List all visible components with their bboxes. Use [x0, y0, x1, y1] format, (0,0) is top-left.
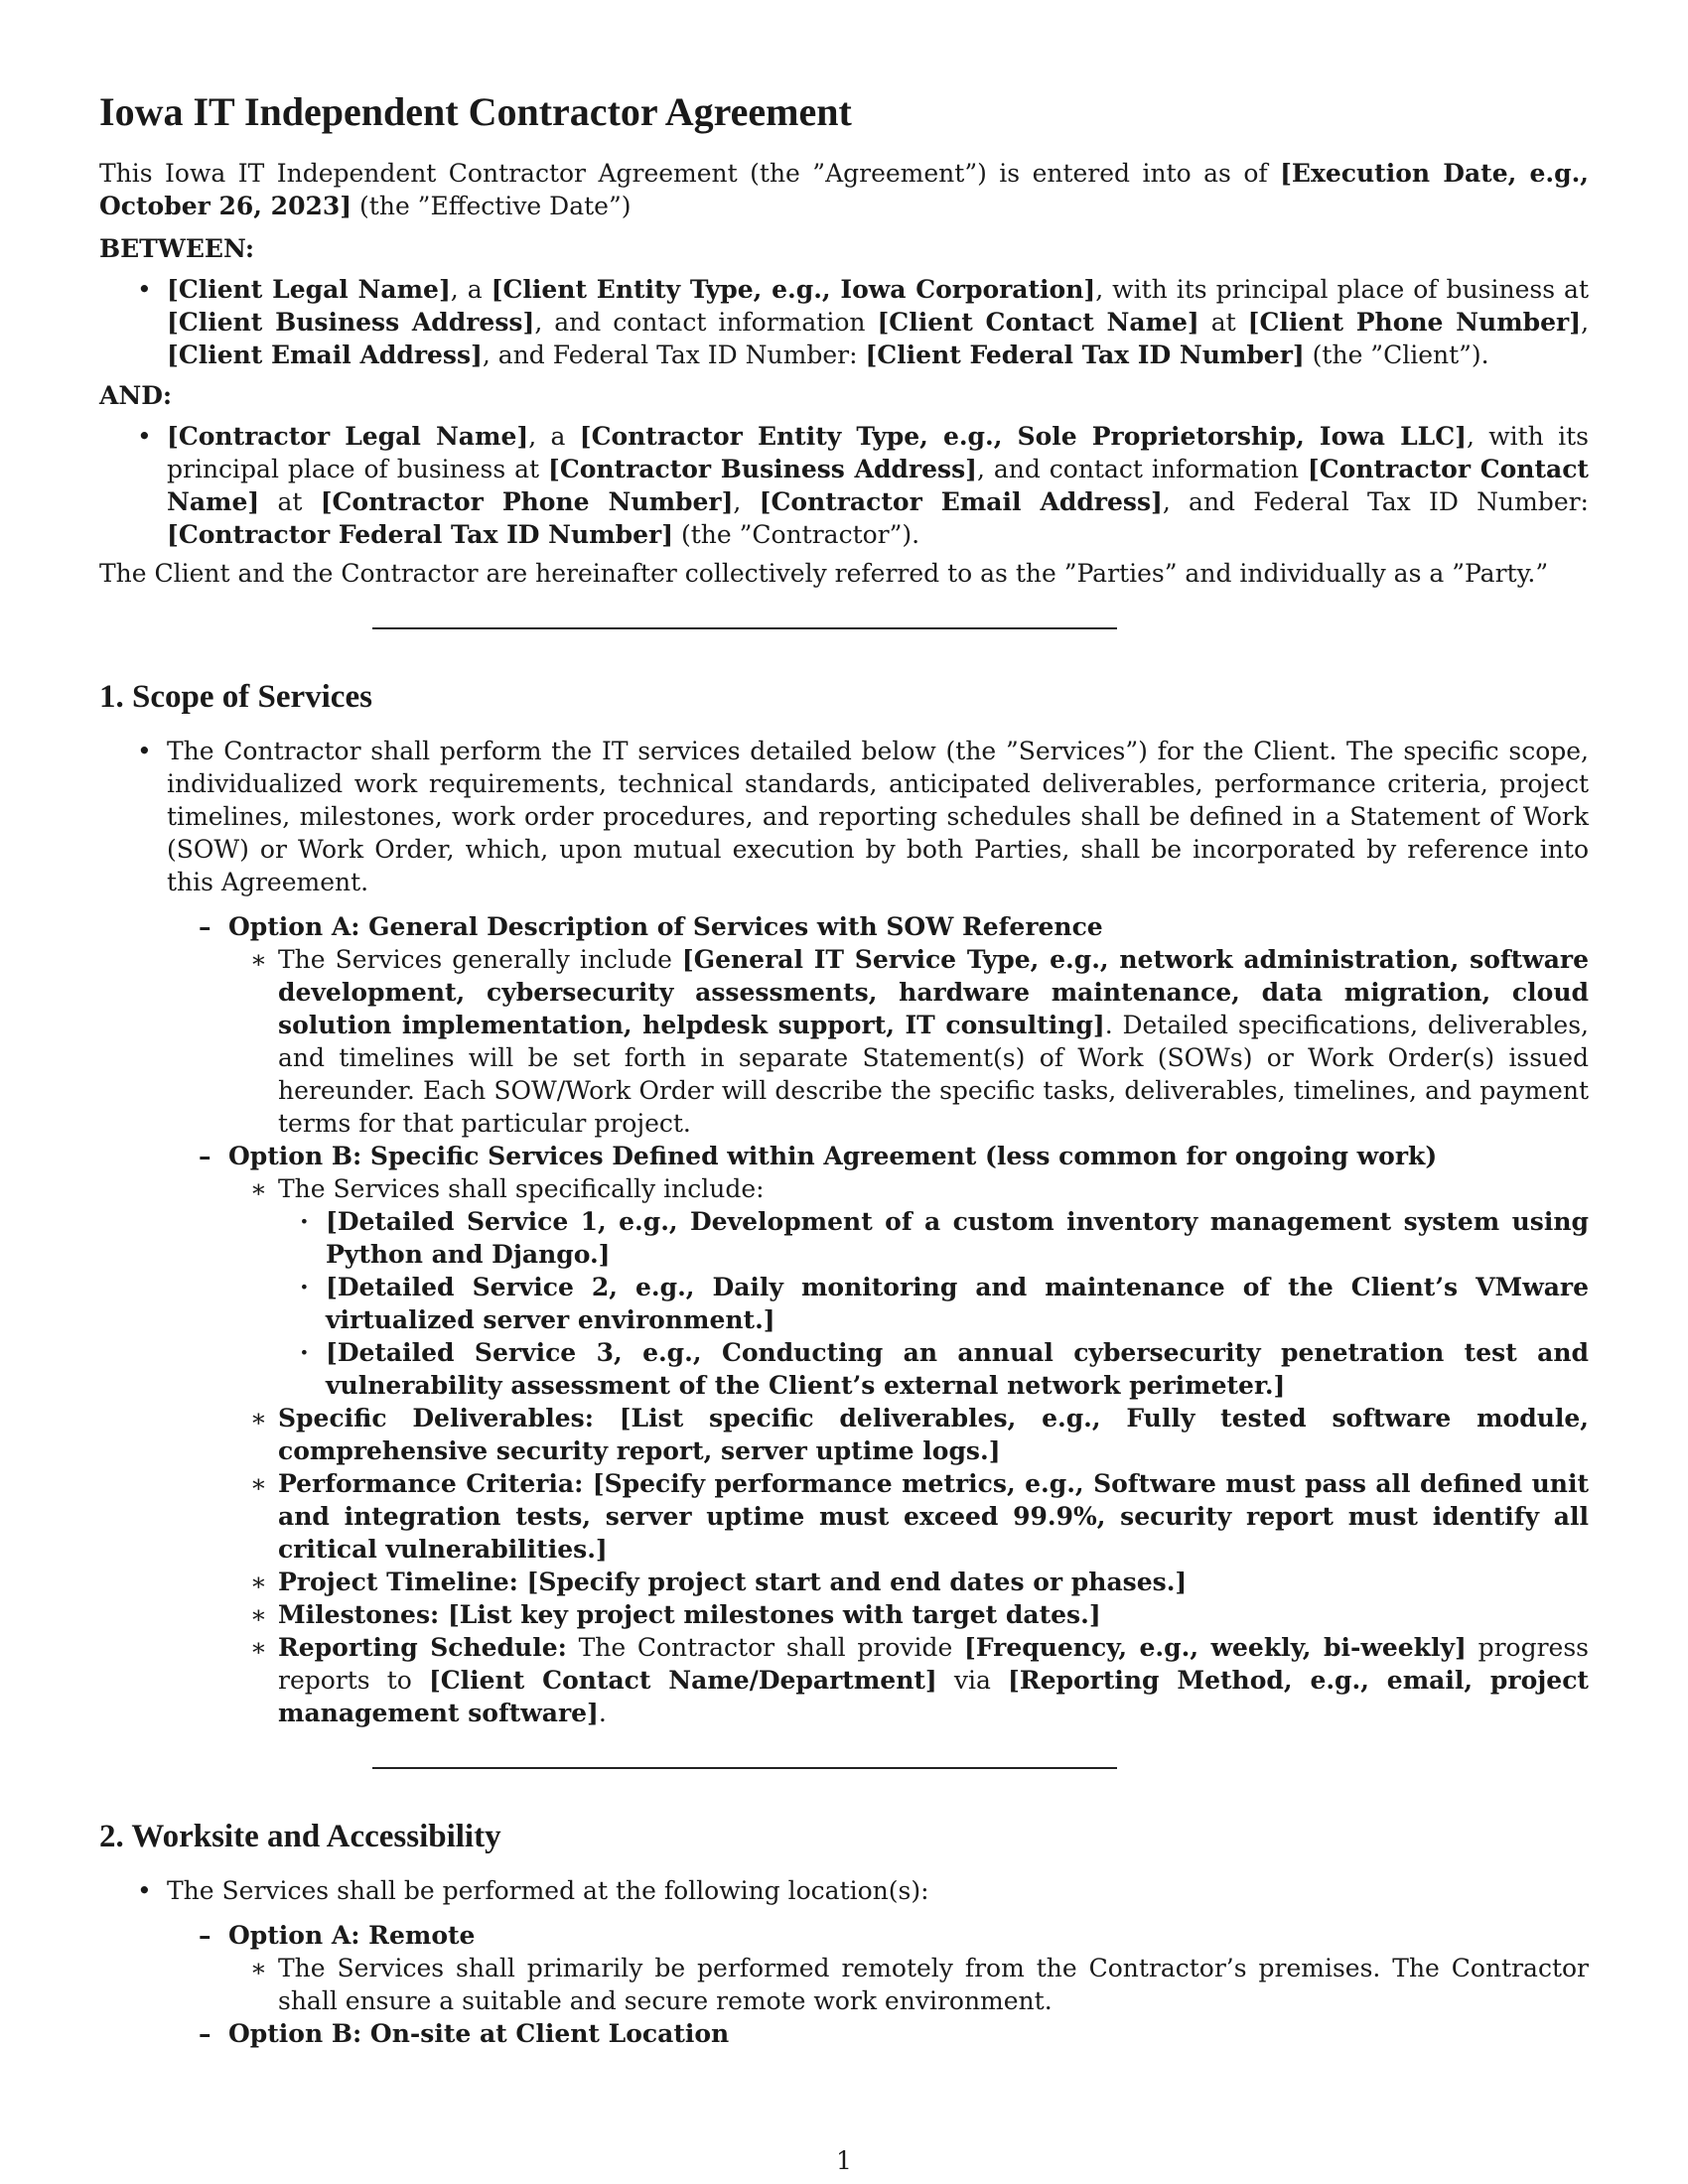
text: , and contact information [976, 455, 1308, 483]
section-1-item [99, 735, 1589, 1729]
reporting-schedule [228, 1631, 1589, 1729]
worksite-options [167, 1919, 1589, 2050]
text: Milestones: [List key project milestones with target dates.] [278, 1600, 1101, 1629]
parties-paragraph: The Client and the Contractor are hereinafter collectively referred to as the ”Parties” and individually as a ”Party.” [99, 559, 1549, 588]
section-2-list [99, 1874, 1589, 2050]
text: Project Timeline: [Specify project start and end dates or phases.] [278, 1568, 1188, 1596]
option-a-text [228, 943, 1589, 1140]
section-divider [372, 1767, 1117, 1769]
placeholder: [Client Phone Number] [1247, 308, 1582, 337]
placeholder: [Reporting Method, e.g., email, project management software] [278, 1666, 1589, 1727]
option-a-label: Option A: Remote [228, 1921, 476, 1950]
services-include [228, 1172, 1589, 1402]
text: , and Federal Tax ID Number: [482, 341, 866, 369]
placeholder: [Detailed Service 2, e.g., Daily monitoring and maintenance of the Client’s VMware virtualized server environment.] [326, 1273, 1589, 1334]
option-a [167, 910, 1589, 1140]
option-b [167, 1140, 1589, 1729]
performance-criteria [228, 1467, 1589, 1566]
project-timeline [228, 1566, 1589, 1598]
contractor-list [99, 420, 1589, 551]
text: The Services shall specifically include: [278, 1174, 765, 1203]
detailed-service [278, 1205, 1589, 1271]
text: , a [450, 275, 492, 304]
detailed-service [278, 1271, 1589, 1336]
milestones [228, 1598, 1589, 1631]
detailed-service [278, 1336, 1589, 1402]
worksite-option-a [167, 1919, 1589, 2017]
execution-date-placeholder: [Execution Date, e.g., October 26, 2023] [99, 159, 1590, 220]
placeholder: [Client Business Address] [167, 308, 535, 337]
placeholder: [Detailed Service 3, e.g., Conducting an annual cybersecurity penetration test and vulnerability assessment of the Client’s external network perimeter.] [326, 1338, 1589, 1400]
option-b-label: Option B: Specific Services Defined within Agreement (less common for ongoing work) [228, 1142, 1438, 1170]
text: at [1198, 308, 1248, 337]
placeholder: [Client Email Address] [167, 341, 483, 369]
section-2-item [99, 1874, 1589, 2050]
placeholder: [Contractor Contact Name] [167, 455, 1589, 516]
placeholder: [Client Contact Name] [877, 308, 1199, 337]
text: . [598, 1699, 607, 1727]
placeholder: [Contractor Phone Number] [320, 487, 734, 516]
text: The Contractor shall provide [566, 1633, 965, 1662]
text: (the ”Client”). [1304, 341, 1489, 369]
text: Performance Criteria: [Specify performance metrics, e.g., Software must pass all defined unit and integration tests, server uptime must exceed 99.9%, security report must identify all critical vulnerabilities.] [278, 1469, 1589, 1564]
text: The Services shall primarily be performed remotely from the Contractor’s premises. The Contractor shall ensure a suitable and secure remote work environment. [278, 1954, 1589, 2015]
between-label: BETWEEN: [99, 234, 255, 263]
section-1-heading: 1. Scope of Services [99, 679, 372, 715]
option-a-label: Option A: General Description of Services with SOW Reference [228, 912, 1103, 941]
page-number: 1 [836, 2146, 852, 2175]
placeholder: [Client Contact Name/Department] [428, 1666, 937, 1695]
section-1-list [99, 735, 1589, 1729]
text: (the ”Contractor”). [673, 520, 920, 549]
section-divider [372, 627, 1117, 629]
text: , and contact information [534, 308, 878, 337]
text: , [733, 487, 760, 516]
remote-text [228, 1952, 1589, 2017]
text: . Detailed specifications, deliverables, and timelines will be set forth in separate Statement(s) of Work (SOWs) or Work Order(s) issued hereunder. Each SOW/Work Order will describe the specific tasks, deliverables, timelines, and payment terms for that particular project. [278, 1011, 1589, 1138]
placeholder: [Contractor Entity Type, e.g., Sole Proprietorship, Iowa LLC] [579, 422, 1467, 451]
placeholder: [Detailed Service 1, e.g., Development of a custom inventory management system using Python and Django.] [326, 1207, 1589, 1269]
placeholder: [Client Entity Type, e.g., Iowa Corporation] [491, 275, 1096, 304]
detailed-services-list [278, 1205, 1589, 1402]
placeholder: [Client Federal Tax ID Number] [865, 341, 1305, 369]
placeholder: [Contractor Federal Tax ID Number] [167, 520, 674, 549]
document-title: Iowa IT Independent Contractor Agreement [99, 89, 852, 134]
placeholder: [Frequency, e.g., weekly, bi-weekly] [964, 1633, 1467, 1662]
text: , [1581, 308, 1590, 337]
contractor-details [99, 420, 1589, 551]
client-details [99, 273, 1589, 371]
scope-options [167, 910, 1589, 1729]
worksite-intro: The Services shall be performed at the following location(s): [167, 1876, 929, 1905]
intro-text: This Iowa IT Independent Contractor Agreement (the ”Agreement”) is entered into as of [99, 159, 1281, 188]
placeholder: [General IT Service Type, e.g., network administration, software development, cybersecurity assessments, hardware maintenance, data migration, cloud solution implementation, helpdesk support, IT consulting] [278, 945, 1589, 1039]
placeholder: [Contractor Legal Name] [167, 422, 529, 451]
text: , with its principal place of business at [167, 422, 1589, 483]
placeholder: [Contractor Email Address] [759, 487, 1163, 516]
worksite-option-b [167, 2017, 1589, 2050]
text: , a [528, 422, 580, 451]
text: Specific Deliverables: [List specific deliverables, e.g., Fully tested software module, comprehensive security report, server uptime logs.] [278, 1404, 1589, 1465]
text: The Services generally include [278, 945, 682, 974]
placeholder: [Contractor Business Address] [547, 455, 977, 483]
text: , and Federal Tax ID Number: [1162, 487, 1589, 516]
section-2-heading: 2. Worksite and Accessibility [99, 1819, 501, 1854]
intro-paragraph [99, 157, 1589, 222]
option-a-list [228, 943, 1589, 1140]
document-page [99, 87, 1589, 2056]
worksite-option-a-list [228, 1952, 1589, 2017]
specific-deliverables [228, 1402, 1589, 1467]
text: , with its principal place of business at [1095, 275, 1590, 304]
intro-text: (the ”Effective Date”) [352, 192, 632, 220]
text: at [259, 487, 321, 516]
option-b-list [228, 1172, 1589, 1729]
placeholder: Reporting Schedule: [278, 1633, 567, 1662]
option-b-label: Option B: On-site at Client Location [228, 2019, 730, 2048]
scope-intro: The Contractor shall perform the IT services detailed below (the ”Services”) for the Client. The specific scope, individualized work requirements, technical standards, anticipated deliverables, performance criteria, project timelines, milestones, work order procedures, and reporting schedules shall be defined in a Statement of Work (SOW) or Work Order, which, upon mutual execution by both Parties, shall be incorporated by reference into this Agreement. [167, 737, 1589, 896]
text: progress reports to [278, 1633, 1589, 1695]
client-list [99, 273, 1589, 371]
text: via [936, 1666, 1008, 1695]
placeholder: [Client Legal Name] [167, 275, 451, 304]
and-label: AND: [99, 381, 173, 410]
